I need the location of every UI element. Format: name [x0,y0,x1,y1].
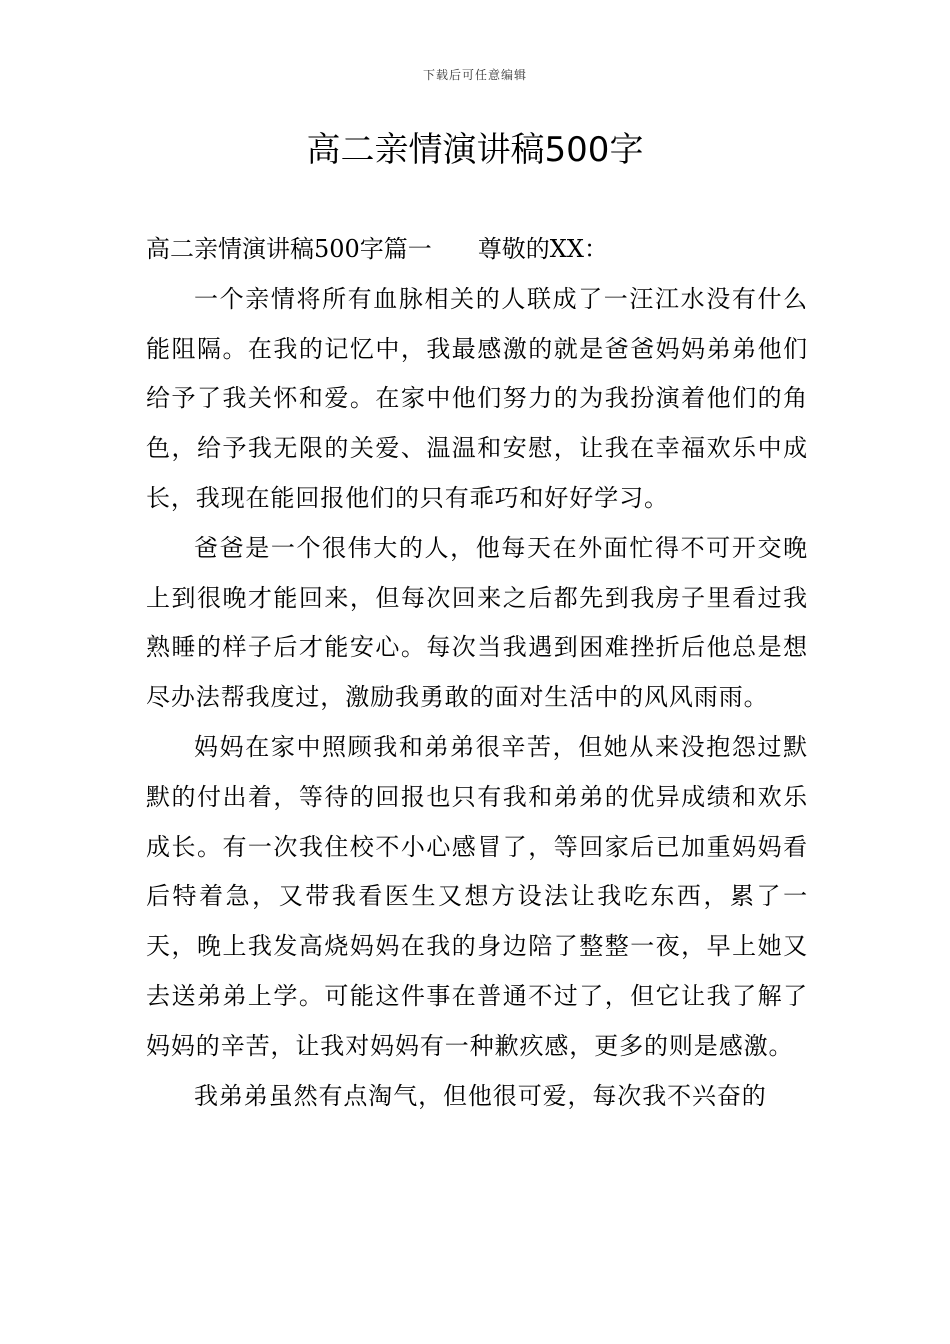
header-note: 下载后可任意编辑 [422,68,527,82]
paragraph-3: 妈妈在家中照顾我和弟弟很辛苦，但她从来没抱怨过默默的付出着，等待的回报也只有我和弟弟的优异成绩和欢乐成长。有一次我住校不小心感冒了，等回家后已加重妈妈看后特着急，又带我看医生又想方设法让我吃东西，累了一天，晚上我发高烧妈妈在我的身边陪了整整一夜，早上她又去送弟弟上学。可能这件事在普通不过了，但它让我了解了妈妈的辛苦，让我对妈妈有一种歉疚感，更多的则是感激。 [146,732,808,1060]
subtitle-line [146,225,808,275]
paragraph-1: 一个亲情将所有血脉相关的人联成了一汪江水没有什么能阻隔。在我的记忆中，我最感激的就是爸爸妈妈弟弟他们给予了我关怀和爱。在家中他们努力的为我扮演着他们的角色，给予我无限的关爱、温温和安慰，让我在幸福欢乐中成长，我现在能回报他们的只有乖巧和好好学习。 [146,284,808,512]
subtitle: 高二亲情演讲稿500字篇一 [146,235,432,263]
document-title: 高二亲情演讲稿500字 [306,130,644,170]
paragraph-2: 爸爸是一个很伟大的人，他每天在外面忙得不可开交晚上到很晚才能回来，但每次回来之后都先到我房子里看过我熟睡的样子后才能安心。每次当我遇到困难挫折后他总是想尽办法帮我度过，激励我勇敢的面对生活中的风风雨雨。 [146,533,808,712]
paragraph-4: 我弟弟虽然有点淘气，但他很可爱，每次我不兴奋的 [194,1081,767,1110]
document-body [146,225,808,1121]
greeting: 尊敬的XX： [477,235,608,263]
